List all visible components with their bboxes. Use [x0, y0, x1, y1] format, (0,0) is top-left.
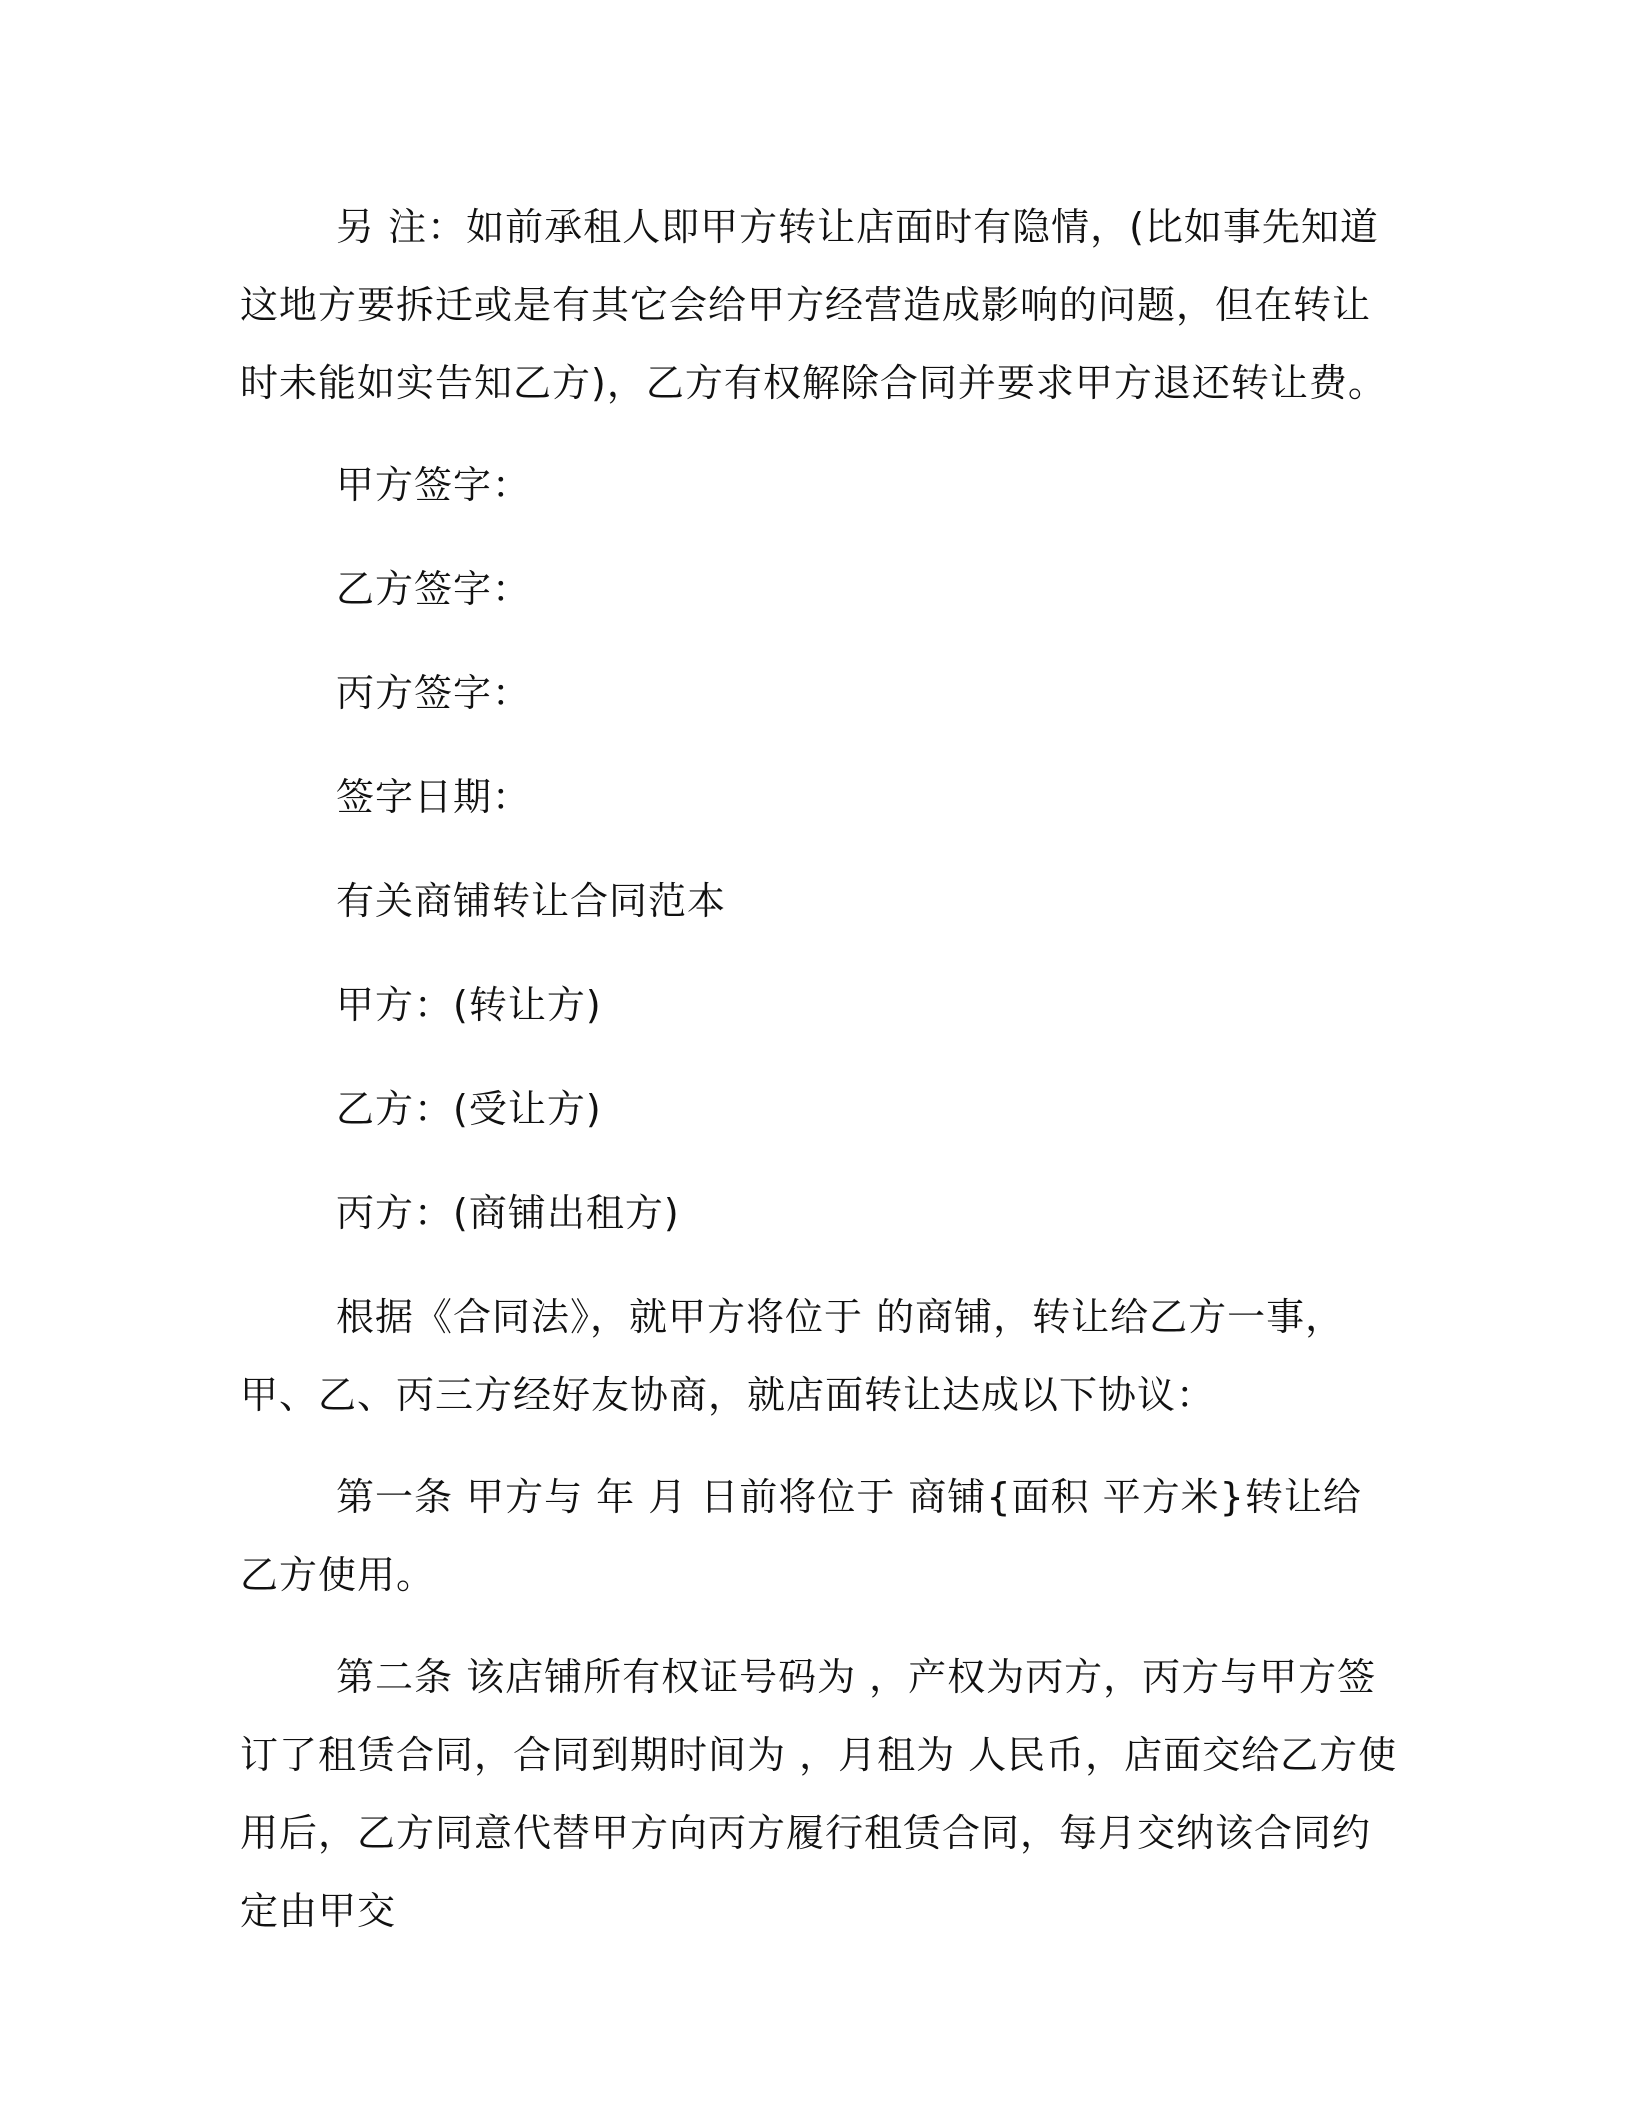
party-a-line: 甲方：(转让方)	[336, 983, 602, 1027]
party-c-signature-line: 丙方签字：	[336, 671, 532, 715]
article-one-paragraph: 第一条 甲方与 年 月 日前将位于 商铺{面积 平方米}转让给乙方使用。	[240, 1475, 1362, 1597]
party-a-signature-line: 甲方签字：	[336, 463, 532, 507]
party-b-line: 乙方：(受让方)	[336, 1087, 602, 1131]
contract-title: 有关商铺转让合同范本	[336, 879, 727, 923]
party-c-line: 丙方：(商铺出租方)	[336, 1191, 680, 1235]
article-two-paragraph: 第二条 该店铺所有权证号码为 ，产权为丙方，丙方与甲方签订了租赁合同，合同到期时间为 ，月租为 人民币，店面交给乙方使用后，乙方同意代替甲方向丙方履行租赁合同，每月交纳该合同约定由甲交	[240, 1655, 1398, 1933]
preamble-paragraph: 根据《合同法》，就甲方将位于 的商铺，转让给乙方一事，甲、乙、丙三方经好友协商，就店面转让达成以下协议：	[240, 1295, 1345, 1417]
note-paragraph: 另 注：如前承租人即甲方转让店面时有隐情，(比如事先知道这地方要拆迁或是有其它会给甲方经营造成影响的问题，但在转让时未能如实告知乙方)，乙方有权解除合同并要求甲方退还转让费。	[240, 205, 1387, 405]
party-b-signature-line: 乙方签字：	[336, 567, 532, 611]
signature-date-line: 签字日期：	[336, 775, 532, 819]
document-body	[240, 188, 1400, 1974]
